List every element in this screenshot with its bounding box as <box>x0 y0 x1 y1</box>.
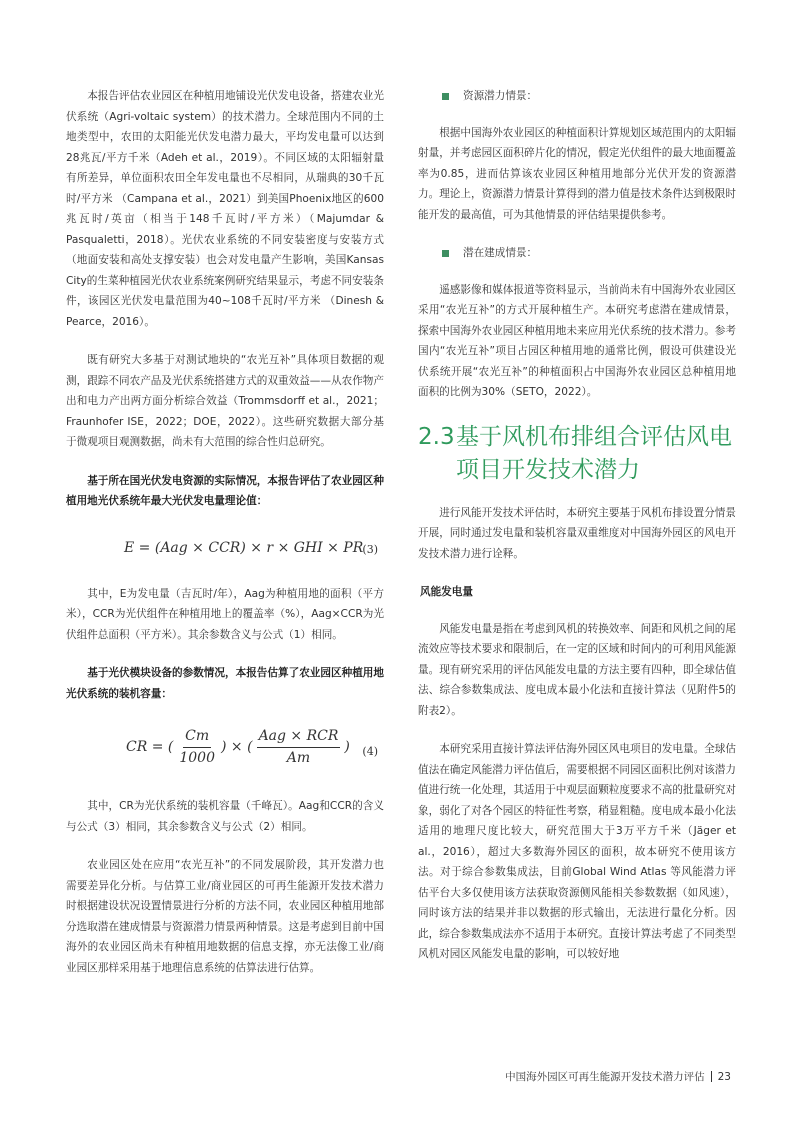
intro-paragraph: 本报告评估农业园区在种植用地铺设光伏发电设备，搭建农业光伏系统（Agri-voltaic system）的技术潜力。全球范围内不同的土地类型中，农田的太阳能光伏发电潜力最大，平均发电量可以达到28兆瓦/平方千米（Adeh et al.，2019）。不同区域的太阳辐射量有所差异，单位面积农田全年发电量也不尽相同，从瑞典的30千瓦时/平方米 （Campana et al.，2021）到美国Phoenix地区的600兆瓦时/英亩（相当于148千瓦时/平方米）（Majumdar & Pasqualetti，2018）。光伏农业系统的不同安装密度与安装方式（地面安装和高处支撑安装）也会对发电量产生影响，美国Kansas City的生菜种植园光伏农业系统案例研究结果显示，考虑不同安装条件，该园区光伏发电量范围为40~108千瓦时/平方米 （Dinesh & Pearce，2016）。 <box>66 90 384 328</box>
potential-scenario-heading <box>442 243 736 264</box>
formula-4-middle: ) × ( <box>221 738 253 755</box>
wind-output-paragraph: 风能发电量是指在考虑到风机的转换效率、间距和风机之间的尾流效应等技术要求和限制后，在一定的区域和时间内的可利用风能源量。现有研究采用的评估风能发电量的方法主要有四种，即全球估值法、综合参数集成法、度电成本最小化法和直接计算法（见附件5的附表2）。 <box>418 622 736 717</box>
page-footer <box>505 1069 731 1084</box>
wind-intro-paragraph: 进行风能开发技术评估时，本研究主要基于风机布排设置分情景开展，同时通过发电量和装机容量双重维度对中国海外园区的风电开发技术潜力进行诠释。 <box>418 506 736 560</box>
resource-scenario-label: 资源潜力情景： <box>463 90 538 102</box>
formula-3-expression: E = (Aag × CCR) × r × GHI × PR <box>124 539 364 556</box>
resource-scenario-paragraph: 根据中国海外农业园区的种植面积计算规划区域范围内的太阳辐射量，并考虑园区面积碎片化的情况，假定光伏组件的最大地面覆盖率为0.85，进而估算该农业园区种植用地部分光伏开发的资源潜力。理论上，资源潜力情景计算得到的潜力值是技术条件达到极限时能开发的最高值，可为其他情景的评估结果提供参考。 <box>418 126 736 221</box>
formula-4 <box>66 722 384 782</box>
formula-4-numerator-1: Cm <box>183 726 211 748</box>
capacity-lead: 基于光伏模块设备的参数情况，本报告估算了农业园区种植用地光伏系统的装机容量： <box>66 667 384 700</box>
left-column <box>66 86 384 996</box>
section-title: 基于风机布排组合评估风电项目开发技术潜力 <box>456 423 732 483</box>
formula-4-explanation: 其中，CR为光伏系统的装机容量（千峰瓦）。Aag和CCR的含义与公式（3）相同，其余参数含义与公式（2）相同。 <box>66 800 384 833</box>
wind-output-subheading: 风能发电量 <box>420 586 473 598</box>
formula-3 <box>66 530 384 570</box>
method-paragraph: 本研究采用直接计算法评估海外园区风电项目的发电量。全球估值法在确定风能潜力评估值后，需要根据不同园区面积比例对该潜力值进行统一化处理，其适用于中观层面颗粒度要求不高的批量研究对象，弱化了对各个园区的特征性考察，稍显粗糙。度电成本最小化法适用的地理尺度比较大，研究范围大于3万平方千米（Jäger et al.，2016），超过大多数海外园区的面积，故本研究不使用该方法。对于综合参数集成法，目前Global Wind Atlas 等风能潜力评估平台大多仅使用该方法获取资源侧风能相关参数数据（如风速），同时该方法的结果并非以数据的形式输出，无法进行量化分析。因此，综合参数集成法亦不适用于本研究。直接计算法考虑了不同类型风机对园区风能发电量的影响，可以较好地 <box>418 743 736 960</box>
formula-4-numerator-2: Aag × RCR <box>257 726 341 748</box>
footer-title: 中国海外园区可再生能源开发技术潜力评估 <box>505 1071 705 1083</box>
scenario-paragraph: 农业园区处在应用“农光互补”的不同发展阶段，其开发潜力也需要差异化分析。与估算工业/商业园区的可再生能源开发技术潜力时根据建设状况设置情景进行分析的方法不同，农业园区种植用地部分选取潜在建成情景与资源潜力情景两种情景。这是考虑到目前中国海外的农业园区尚未有种植用地数据的信息支撑，亦无法像工业/商业园区那样采用基于地理信息系统的估算法进行估算。 <box>66 859 384 974</box>
formula-3-explanation: 其中，E为发电量（吉瓦时/年），Aag为种植用地的面积（平方米），CCR为光伏组件在种植用地上的覆盖率（%），Aag×CCR为光伏组件总面积（平方米）。其余参数含义与公式（1）相同。 <box>66 587 384 641</box>
formula-4-number: (4) <box>362 745 378 758</box>
formula-4-denominator-1: 1000 <box>179 749 215 766</box>
formula-3-number: (3) <box>362 542 378 556</box>
pv-output-lead: 基于所在国光伏发电资源的实际情况，本报告评估了农业园区种植用地光伏系统年最大光伏发电量理论值： <box>66 474 384 507</box>
potential-scenario-paragraph: 遥感影像和媒体报道等资料显示，当前尚未有中国海外农业园区采用“农光互补”的方式开展种植生产。本研究考虑潜在建成情景，探索中国海外农业园区种植用地未来应用光伏系统的技术潜力。参考国内“农光互补”项目占园区种植用地的通常比例，假设可供建设光伏系统开展“农光互补”的种植面积占中国海外农业园区总种植用地面积的比例为30%（SETO，2022）。 <box>418 283 736 398</box>
footer-divider <box>711 1071 712 1082</box>
research-paragraph: 既有研究大多基于对测试地块的“农光互补”具体项目数据的观测，跟踪不同农产品及光伏系统搭建方式的双重效益——从农作物产出和电力产出两方面分析综合效益（Trommsdorff et al.，2021；Fraunhofer ISE，2022；DOE，2022）。这些研究数据大部分基于微观项目观测数据，尚未有大范围的综合性归总研究。 <box>66 354 384 448</box>
formula-4-expression <box>126 726 350 768</box>
square-bullet-icon <box>442 93 449 100</box>
square-bullet-icon <box>442 250 449 257</box>
formula-4-fraction-1 <box>177 726 217 768</box>
page-number: 23 <box>717 1070 731 1083</box>
formula-4-denominator-2: Am <box>286 749 311 766</box>
formula-4-end: ) <box>344 738 350 755</box>
formula-4-fraction-2 <box>257 726 341 768</box>
section-heading <box>418 421 736 487</box>
potential-scenario-label: 潜在建成情景： <box>463 247 538 259</box>
resource-scenario-heading <box>442 86 736 107</box>
right-column <box>418 86 736 983</box>
section-number: 2.3 <box>418 423 455 450</box>
formula-4-lhs: CR = ( <box>126 738 174 755</box>
